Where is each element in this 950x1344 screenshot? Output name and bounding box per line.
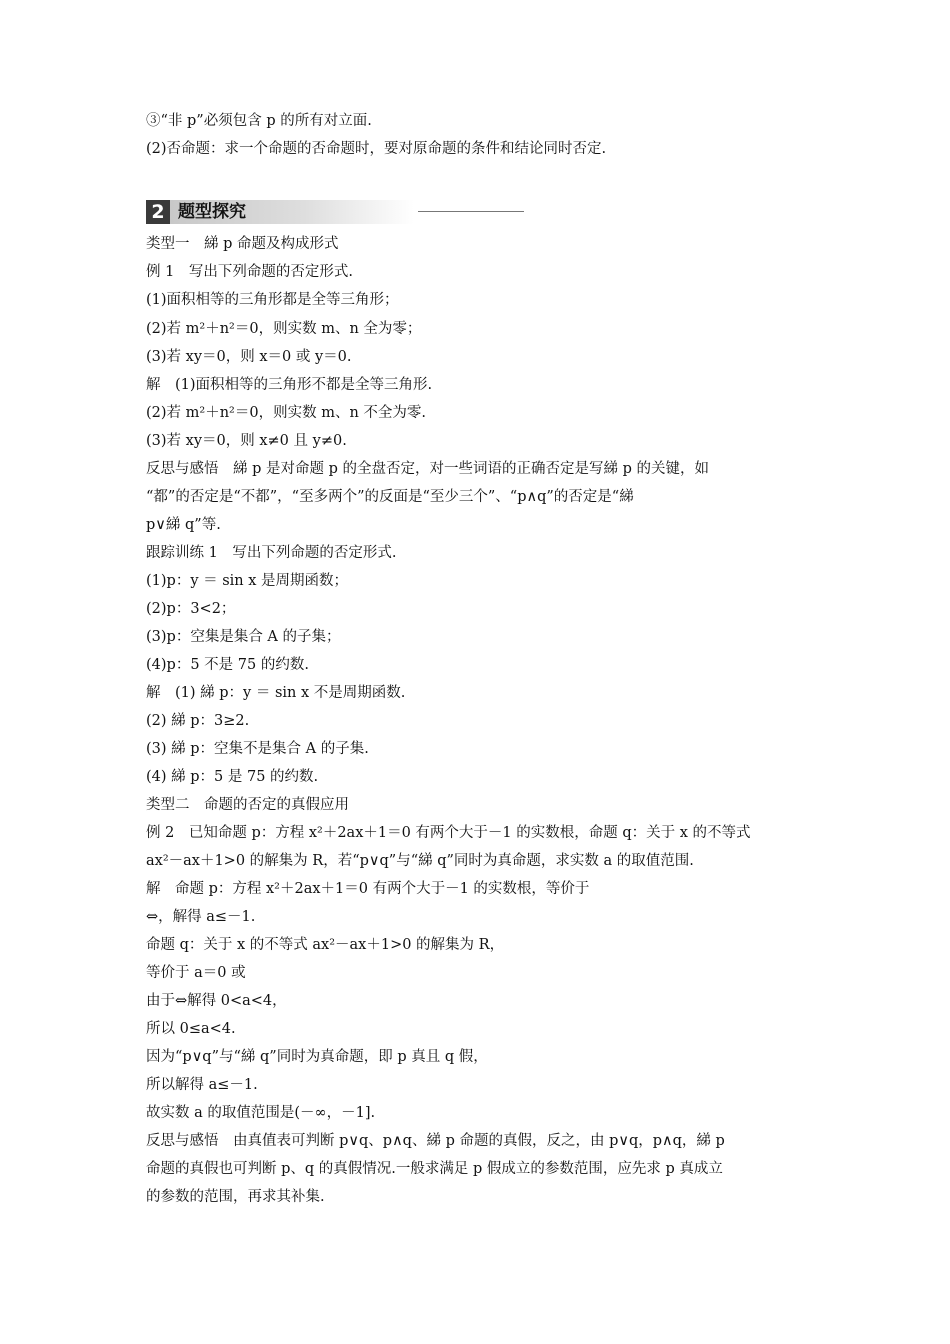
text-line: (2)p：3<2； xyxy=(146,601,236,617)
text-line: 类型一 綈 p 命题及构成形式 xyxy=(146,236,339,252)
text-line: 反思与感悟 綈 p 是对命题 p 的全盘否定，对一些词语的正确否定是写綈 p 的关键，如 xyxy=(146,461,709,477)
text-line: 解 (1)面积相等的三角形不都是全等三角形. xyxy=(146,377,433,393)
text-line: (4) 綈 p：5 是 75 的约数. xyxy=(146,769,319,785)
text-line: 解 (1) 綈 p：y ＝ sin x 不是周期函数. xyxy=(146,685,406,701)
text-line: “都”的否定是“不都”，“至多两个”的反面是“至少三个”、“p∧q”的否定是“綈 xyxy=(146,489,634,505)
text-line: 跟踪训练 1 写出下列命题的否定形式. xyxy=(146,545,397,561)
text-line: (1)面积相等的三角形都是全等三角形； xyxy=(146,292,399,308)
text-line: ax²－ax＋1>0 的解集为 R，若“p∨q”与“綈 q”同时为真命题，求实数 a 的取值范围. xyxy=(146,853,694,869)
section-header xyxy=(146,200,526,226)
text-line: 命题的真假也可判断 p、q 的真假情况.一般求满足 p 假成立的参数范围，应先求 p 真成立 xyxy=(146,1161,723,1177)
text-line: 类型二 命题的否定的真假应用 xyxy=(146,797,349,813)
text-line: (4)p：5 不是 75 的约数. xyxy=(146,657,309,673)
text-line: 所以 0≤a<4. xyxy=(146,1021,236,1037)
text-line: (3)p：空集是集合 A 的子集； xyxy=(146,629,341,645)
text-line: (2)否命题：求一个命题的否命题时，要对原命题的条件和结论同时否定. xyxy=(146,141,607,157)
text-line: (3)若 xy＝0，则 x＝0 或 y＝0. xyxy=(146,349,352,365)
text-line: 例 2 已知命题 p：方程 x²＋2ax＋1＝0 有两个大于－1 的实数根，命题 q：关于 x 的不等式 xyxy=(146,825,751,841)
text-line: 解 命题 p：方程 x²＋2ax＋1＝0 有两个大于－1 的实数根，等价于 xyxy=(146,881,590,897)
text-line: (3) 綈 p：空集不是集合 A 的子集. xyxy=(146,741,369,757)
text-line: (1)p：y ＝ sin x 是周期函数； xyxy=(146,573,349,589)
text-line: ③“非 p”必须包含 p 的所有对立面. xyxy=(146,113,372,129)
text-line: 等价于 a＝0 或 xyxy=(146,965,246,981)
text-line: (2) 綈 p：3≥2. xyxy=(146,713,250,729)
text-line: (3)若 xy＝0，则 x≠0 且 y≠0. xyxy=(146,433,347,449)
text-line: 故实数 a 的取值范围是(－∞，－1]. xyxy=(146,1105,376,1121)
text-line: 的参数的范围，再求其补集. xyxy=(146,1189,325,1205)
text-line: 因为“p∨q”与“綈 q”同时为真命题，即 p 真且 q 假， xyxy=(146,1049,488,1065)
section-number: 2 xyxy=(146,200,170,224)
text-line: (2)若 m²＋n²＝0，则实数 m、n 不全为零. xyxy=(146,405,427,421)
text-line: 例 1 写出下列命题的否定形式. xyxy=(146,264,353,280)
text-line: 所以解得 a≤－1. xyxy=(146,1077,258,1093)
text-line: 命题 q：关于 x 的不等式 ax²－ax＋1>0 的解集为 R， xyxy=(146,937,505,953)
text-line: p∨綈 q”等. xyxy=(146,517,221,533)
text-line: 由于⇔解得 0<a<4， xyxy=(146,993,287,1009)
text-line: 反思与感悟 由真值表可判断 p∨q、p∧q、綈 p 命题的真假，反之，由 p∨q，p∧q，綈 p xyxy=(146,1133,725,1149)
section-divider xyxy=(418,211,524,212)
text-line: ⇔，解得 a≤－1. xyxy=(146,909,256,925)
section-title: 题型探究 xyxy=(170,200,414,224)
text-line: (2)若 m²＋n²＝0，则实数 m、n 全为零； xyxy=(146,321,422,337)
